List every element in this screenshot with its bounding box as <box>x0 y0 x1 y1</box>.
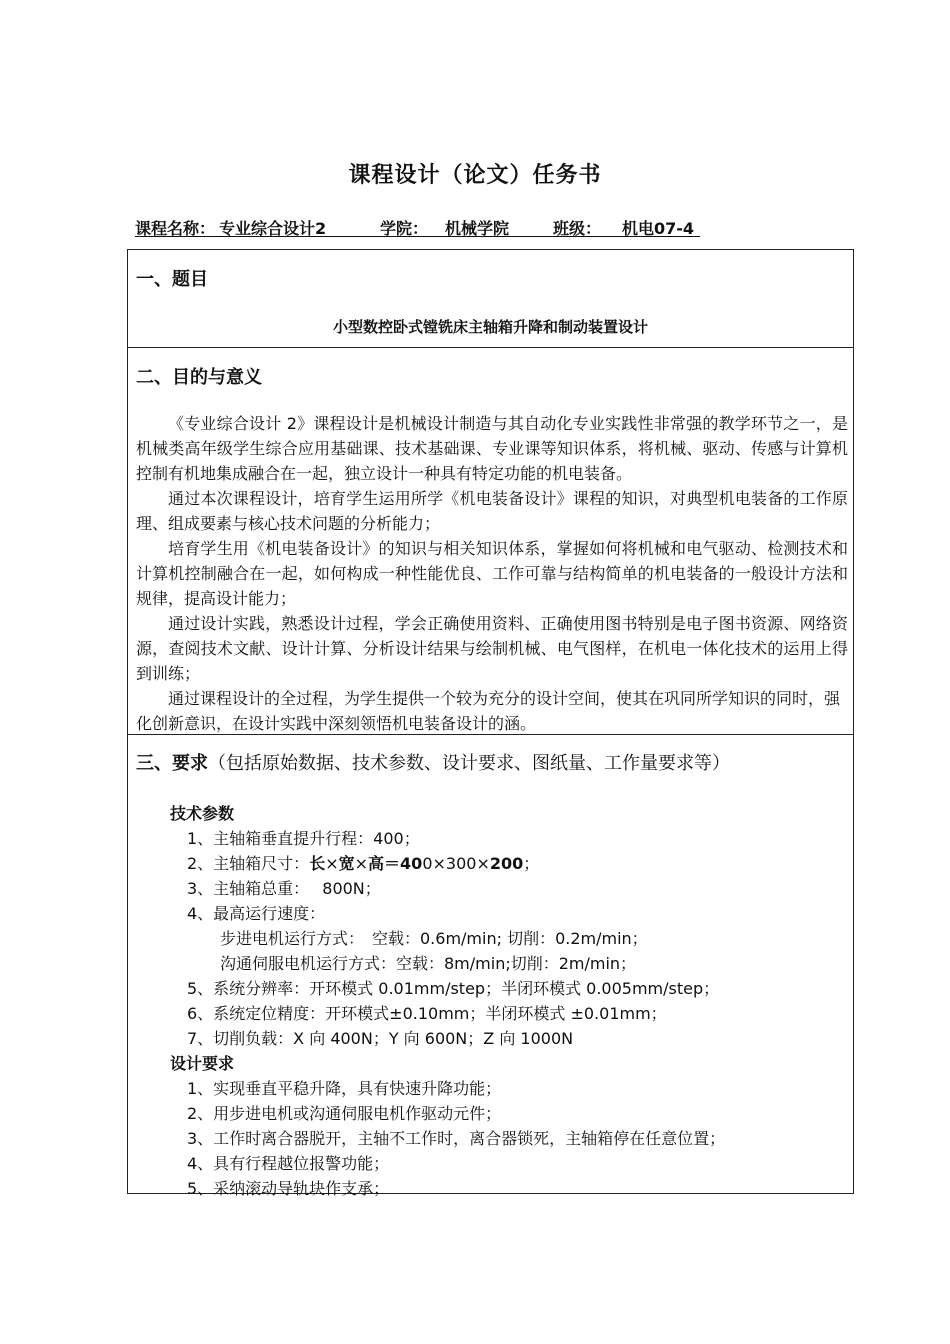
class-label: 班级： <box>553 219 602 238</box>
section-heading <box>136 749 730 775</box>
course-name-value: 专业综合设计2 <box>219 219 327 238</box>
tech-item: 7、切削负载：X 向 400N；Y 向 600N；Z 向 1000N <box>187 1029 574 1048</box>
tech-item: 3、主轴箱总重： 800N； <box>187 879 381 898</box>
tech-item-bold: 200 <box>489 854 524 873</box>
tech-item: 5、系统分辨率：开环模式 0.01mm/step；半闭环模式 0.005mm/step； <box>187 979 720 998</box>
task-table <box>127 249 854 1198</box>
section-heading: 一、题目 <box>136 269 208 290</box>
design-item: 1、实现垂直平稳升降，具有快速升降功能； <box>187 1079 502 1098</box>
college-value: 机械学院 <box>445 219 510 238</box>
paragraph: 通过课程设计的全过程，为学生提供一个较为充分的设计空间，使其在巩同所学知识的同时，强化创新意识，在设计实践中深刻领悟机电装备设计的涵。 <box>136 689 841 733</box>
design-req-title: 设计要求 <box>170 1054 235 1073</box>
tech-item-text: 0×300× <box>422 854 490 873</box>
design-item: 4、具有行程越位报警功能； <box>187 1154 390 1173</box>
class-value: 机电07-4 <box>622 219 695 238</box>
section-heading-main: 三、要求 <box>136 753 208 774</box>
tech-item-bold: 宽 <box>338 854 355 873</box>
tech-item-text: ； <box>523 854 540 873</box>
college-label: 学院： <box>380 219 429 238</box>
topic-title: 小型数控卧式镗铣床主轴箱升降和制动装置设计 <box>332 318 648 336</box>
section-heading-note: （包括原始数据、技术参数、设计要求、图纸量、工作量要求等） <box>208 753 730 774</box>
paragraph: 《专业综合设计 2》课程设计是机械设计制造与其自动化专业实践性非常强的教学环节之一，是机械类高年级学生综合应用基础课、技术基础课、专业课等知识体系，将机械、驱动、传感与计算机控制有机地集成融合在一起，独立设计一种具有特定功能的机电装备。 <box>136 414 848 483</box>
paragraph: 培育学生用《机电装备设计》的知识与相关知识体系，掌握如何将机械和电气驱动、检测技术和计算机控制融合在一起，如何构成一种性能优良、工作可靠与结构简单的机电装备的一般设计方法和规律，提高设计能力； <box>136 539 848 608</box>
tech-item-bold: 高＝40 <box>368 854 423 873</box>
page-title: 课程设计（论文）任务书 <box>348 163 602 188</box>
design-item: 5、采纳滚动导轨块作支承； <box>187 1179 390 1198</box>
tech-params-title: 技术参数 <box>170 804 235 823</box>
section-topic <box>128 250 853 348</box>
paragraph: 通过设计实践，熟悉设计过程，学会正确使用资料、正确使用图书特别是电子图书资源、网络资源，查阅技术文献、设计计算、分析设计结果与绘制机械、电气图样，在机电一体化技术的运用上得到训练； <box>136 614 848 683</box>
tech-item: 4、最高运行速度： <box>187 904 326 923</box>
tech-item-text: × <box>325 854 339 873</box>
design-item: 3、工作时离合器脱开，主轴不工作时，离合器锁死，主轴箱停在任意位置； <box>187 1129 726 1148</box>
course-name-label: 课程名称： <box>135 219 216 238</box>
tech-item: 1、主轴箱垂直提升行程：400； <box>187 829 420 848</box>
section-purpose <box>128 348 853 735</box>
section-heading: 二、目的与意义 <box>136 367 262 388</box>
paragraph: 通过本次课程设计，培育学生运用所学《机电装备设计》课程的知识，对典型机电装备的工作原理、组成要素与核心技术问题的分析能力； <box>136 489 848 533</box>
tech-item-bold: 长 <box>309 854 326 873</box>
design-item: 2、用步进电机或沟通伺服电机作驱动元件； <box>187 1104 502 1123</box>
tech-subitem: 步进电机运行方式： 空载：0.6m/min; 切削：0.2m/min； <box>220 929 648 948</box>
tech-item-text: 2、主轴箱尺寸： <box>187 854 310 873</box>
tech-subitem: 沟通伺服电机运行方式：空载：8m/min;切削：2m/min； <box>220 954 637 973</box>
tech-item-text: × <box>354 854 369 873</box>
tech-item <box>187 851 539 874</box>
section-requirements <box>128 735 853 1198</box>
tech-item: 6、系统定位精度：开环模式±0.10mm；半闭环模式 ±0.01mm； <box>187 1004 667 1023</box>
info-underline <box>135 236 700 237</box>
